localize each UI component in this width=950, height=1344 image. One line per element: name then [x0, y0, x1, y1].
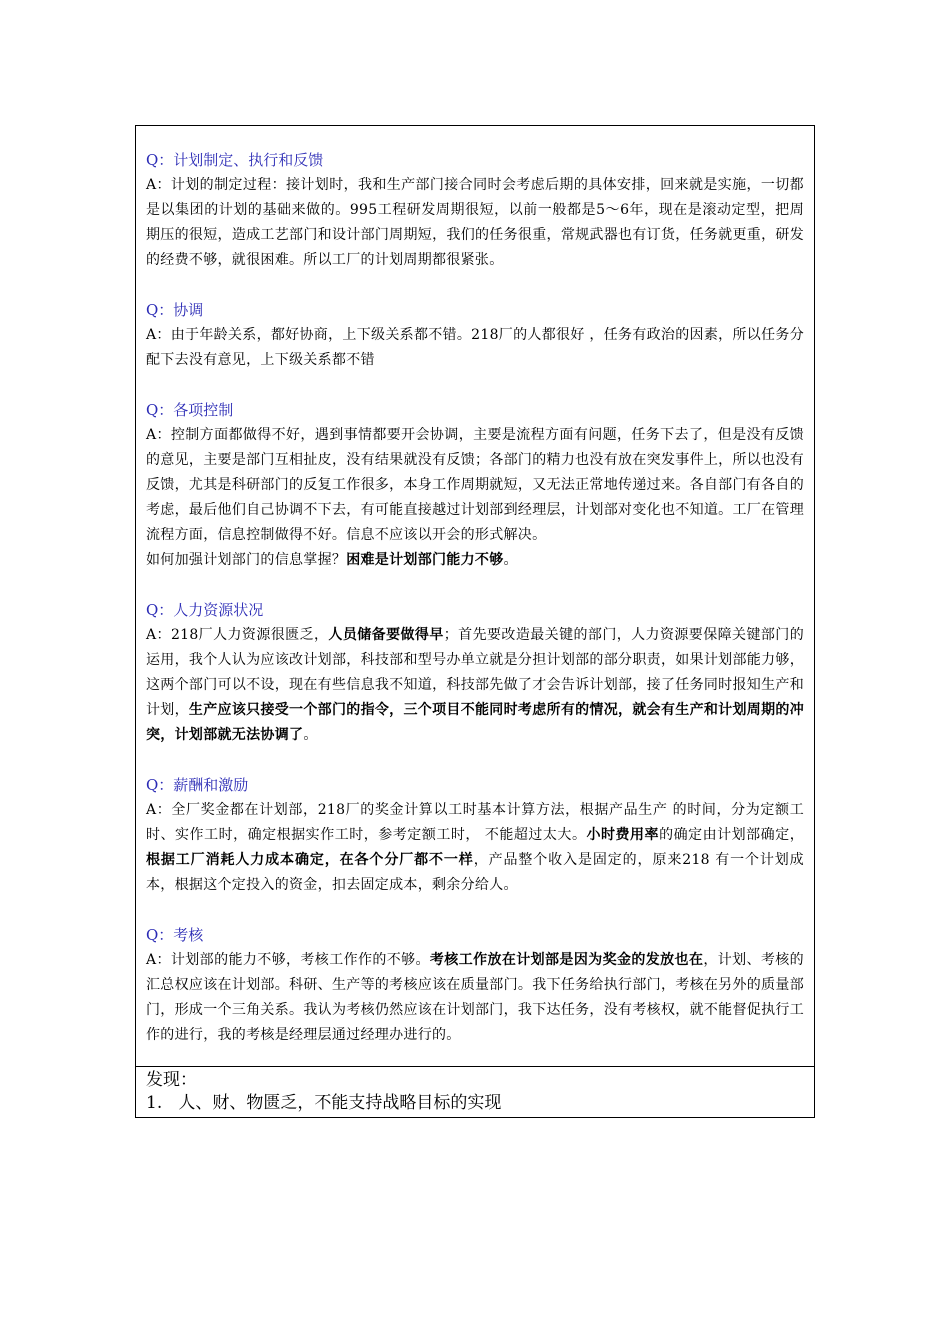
answer-assessment: [146, 948, 804, 1048]
answer-bold: 考核工作放在计划部是因为奖金的发放也在: [429, 952, 704, 968]
answer-bold: 小时费用率: [586, 827, 660, 843]
answer-text: 。: [303, 727, 318, 743]
followup-answer-bold: 困难是计划部门能力不够: [346, 552, 504, 568]
answer-controls: [146, 423, 804, 548]
findings-cell: [136, 1067, 814, 1117]
question-assessment: Q：考核: [146, 926, 204, 944]
answer-text: A：计划的制定过程：接计划时，我和生产部门接合同时会考虑后期的具体安排，回来就是实施，一切都是以集团的计划的基础来做的。995工程研发周期很短，以前一般都是5～6年，现在是滚动定型，把周期压的很短，造成工艺部门和设计部门周期短，我们的任务很重，常规武器也有订货，任务就更重，研发的经费不够，就很困难。所以工厂的计划周期都很紧张。: [146, 177, 804, 268]
answer-text: A：218厂人力资源很匮乏，: [146, 627, 329, 643]
question-coordination: Q：协调: [146, 301, 204, 319]
answer-planning: [146, 173, 804, 273]
followup-question: 如何加强计划部门的信息掌握？: [146, 552, 347, 568]
question-controls: Q：各项控制: [146, 401, 234, 419]
answer-text: 的确定由计划部确定，: [659, 827, 805, 843]
question-planning: Q：计划制定、执行和反馈: [146, 151, 324, 169]
answer-text: A：控制方面都做得不好，遇到事情都要开会协调，主要是流程方面有问题，任务下去了，但是没有反馈的意见，主要是部门互相扯皮，没有结果就没有反馈；各部门的精力也没有放在突发事件上，所以也没有反馈，尤其是科研部门的反复工作很多，本身工作周期就短，又无法正常地传递过来。各自部门有各自的考虑，最后他们自己协调不下去，有可能直接越过计划部到经理层，计划部对变化也不知道。工厂在管理流程方面，信息控制做得不好。信息不应该以开会的形式解决。: [146, 427, 804, 543]
finding-item: 1. 人、财、物匮乏，不能支持战略目标的实现: [146, 1093, 502, 1113]
answer-text: A：全厂奖金都在计划部，218厂的奖金计算以工时基本计算方法，根据产品生产 的时间，分为定额工时、实作工时，确定根据实作工时，参考定额工时， 不能超过太大。: [146, 802, 804, 843]
answer-text: ，产品整个收入是固定的，原来218 有一个计划成本，根据这个定投入的资金，扣去固定成本，剩余分给人。: [146, 852, 804, 893]
answer-hr: [146, 623, 804, 748]
answer-bold: 人员储备要做得早: [328, 627, 444, 643]
interview-table: [135, 125, 815, 1118]
followup-controls: [146, 548, 804, 573]
answer-coordination: [146, 323, 804, 373]
followup-punct: 。: [503, 552, 518, 568]
findings-title: 发现：: [146, 1070, 197, 1090]
qa-cell: [136, 126, 814, 1067]
answer-text: ；首先要改造最关键的部门，人力资源要保障关键部门的运用，我个人认为应该改计划部，科技部和型号办单立就是分担计划部的部分职责，如果计划部能力够，这两个部门可以不设，现在有些信息我不知道，科技部先做了才会告诉计划部，接了任务同时报知生产和计划，: [146, 627, 805, 718]
answer-text: ，计划、考核的汇总权应该在计划部。科研、生产等的考核应该在质量部门。我下任务给执行部门，考核在另外的质量部门，形成一个三角关系。我认为考核仍然应该在计划部门，我下达任务，没有考核权，就不能督促执行工作的进行，我的考核是经理层通过经理办进行的。: [146, 952, 804, 1043]
question-compensation: Q：薪酬和激励: [146, 776, 249, 794]
answer-bold: 根据工厂消耗人力成本确定，在各个分厂都不一样: [146, 852, 474, 868]
answer-compensation: [146, 798, 804, 898]
answer-bold: 生产应该只接受一个部门的指令，三个项目不能同时考虑所有的情况，就会有生产和计划周期的冲突，计划部就无法协调了: [146, 702, 804, 743]
answer-text: A：由于年龄关系，都好协商，上下级关系都不错。218厂的人都很好 ，任务有政治的因素，所以任务分配下去没有意见，上下级关系都不错: [146, 327, 804, 368]
answer-text: A：计划部的能力不够，考核工作作的不够。: [146, 952, 430, 968]
question-hr: Q：人力资源状况: [146, 601, 264, 619]
